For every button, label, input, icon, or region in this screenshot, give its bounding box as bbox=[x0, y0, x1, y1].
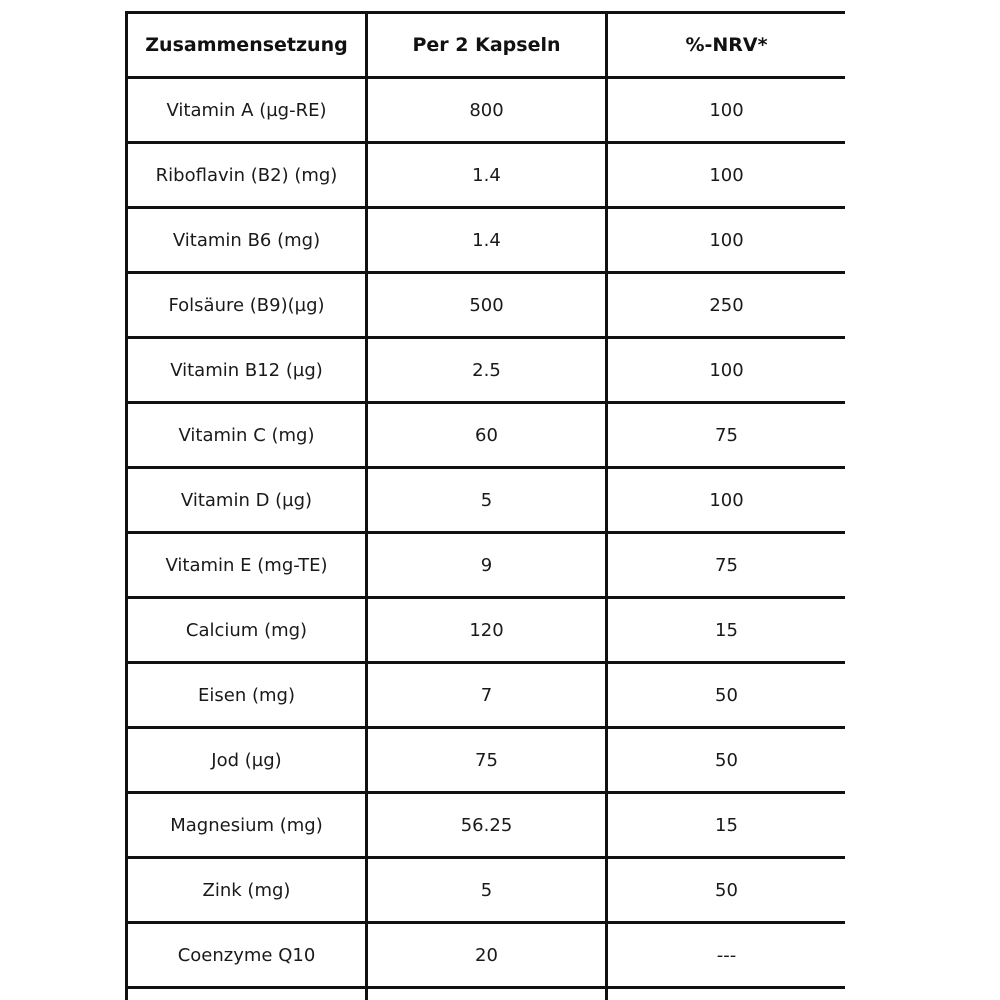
header-composition: Zusammensetzung bbox=[127, 13, 367, 78]
table-row bbox=[127, 598, 846, 663]
table-row bbox=[127, 273, 846, 338]
cell-nutrient: Vitamin B12 (µg) bbox=[127, 338, 367, 403]
cell-amount: 1.4 bbox=[367, 208, 607, 273]
table-row bbox=[127, 533, 846, 598]
cell-amount: 5 bbox=[367, 468, 607, 533]
cell-nutrient: Riboflavin (B2) (mg) bbox=[127, 143, 367, 208]
cell-amount: 2.5 bbox=[367, 338, 607, 403]
cell-nutrient: Folsäure (B9)(µg) bbox=[127, 273, 367, 338]
table-row-partial bbox=[127, 988, 846, 1000]
cell-nrv: 15 bbox=[607, 598, 846, 663]
table-header-row bbox=[127, 13, 846, 78]
cell-empty bbox=[607, 988, 846, 1000]
cell-nutrient: Coenzyme Q10 bbox=[127, 923, 367, 988]
cell-amount: 20 bbox=[367, 923, 607, 988]
cell-nrv: 100 bbox=[607, 208, 846, 273]
nutrition-table bbox=[125, 11, 845, 1000]
cell-nrv: 250 bbox=[607, 273, 846, 338]
cell-nrv: 100 bbox=[607, 143, 846, 208]
table-row bbox=[127, 143, 846, 208]
cell-nrv: --- bbox=[607, 923, 846, 988]
cell-empty bbox=[127, 988, 367, 1000]
table-row bbox=[127, 338, 846, 403]
cell-amount: 5 bbox=[367, 858, 607, 923]
cell-nrv: 50 bbox=[607, 663, 846, 728]
cell-nutrient: Magnesium (mg) bbox=[127, 793, 367, 858]
cell-nrv: 100 bbox=[607, 78, 846, 143]
cell-nrv: 15 bbox=[607, 793, 846, 858]
cell-nutrient: Vitamin E (mg-TE) bbox=[127, 533, 367, 598]
table-row bbox=[127, 728, 846, 793]
header-nrv-percent: %-NRV* bbox=[607, 13, 846, 78]
cell-amount: 120 bbox=[367, 598, 607, 663]
cell-nutrient: Vitamin B6 (mg) bbox=[127, 208, 367, 273]
cell-amount: 500 bbox=[367, 273, 607, 338]
cell-amount: 60 bbox=[367, 403, 607, 468]
cell-amount: 7 bbox=[367, 663, 607, 728]
cell-nutrient: Eisen (mg) bbox=[127, 663, 367, 728]
cell-nutrient: Vitamin A (µg-RE) bbox=[127, 78, 367, 143]
nutrition-table-container bbox=[125, 11, 845, 1000]
table-row bbox=[127, 403, 846, 468]
cell-nutrient: Calcium (mg) bbox=[127, 598, 367, 663]
header-per-2-capsules: Per 2 Kapseln bbox=[367, 13, 607, 78]
cell-nrv: 75 bbox=[607, 403, 846, 468]
table-row bbox=[127, 663, 846, 728]
cell-nrv: 100 bbox=[607, 338, 846, 403]
cell-amount: 800 bbox=[367, 78, 607, 143]
cell-nrv: 75 bbox=[607, 533, 846, 598]
cell-nutrient: Jod (µg) bbox=[127, 728, 367, 793]
table-row bbox=[127, 208, 846, 273]
cell-nutrient: Zink (mg) bbox=[127, 858, 367, 923]
cell-nrv: 50 bbox=[607, 858, 846, 923]
table-row bbox=[127, 468, 846, 533]
cell-nrv: 50 bbox=[607, 728, 846, 793]
table-row bbox=[127, 923, 846, 988]
cell-amount: 9 bbox=[367, 533, 607, 598]
table-row bbox=[127, 858, 846, 923]
cell-amount: 56.25 bbox=[367, 793, 607, 858]
cell-nrv: 100 bbox=[607, 468, 846, 533]
table-row bbox=[127, 78, 846, 143]
cell-nutrient: Vitamin D (µg) bbox=[127, 468, 367, 533]
cell-amount: 1.4 bbox=[367, 143, 607, 208]
table-row bbox=[127, 793, 846, 858]
cell-empty bbox=[367, 988, 607, 1000]
cell-amount: 75 bbox=[367, 728, 607, 793]
cell-nutrient: Vitamin C (mg) bbox=[127, 403, 367, 468]
